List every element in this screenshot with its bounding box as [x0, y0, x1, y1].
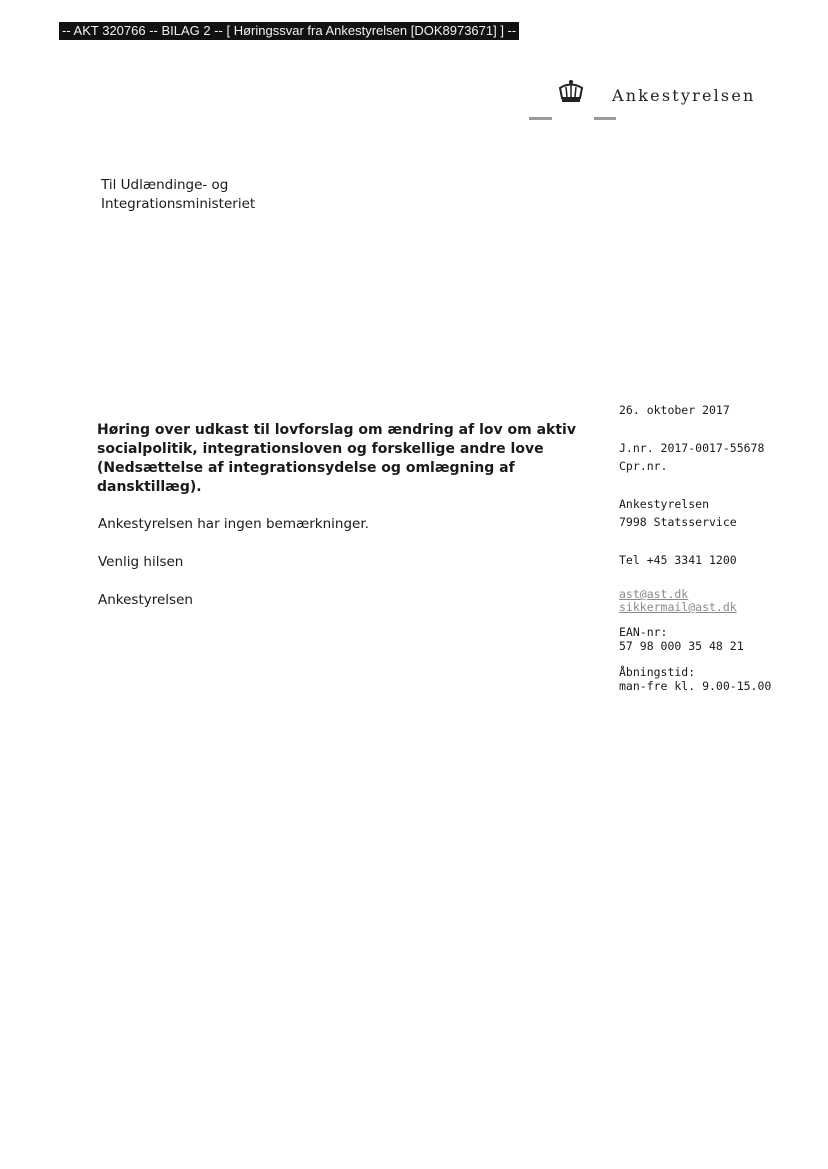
ean-value: 57 98 000 35 48 21	[619, 639, 744, 653]
ean-label: EAN-nr:	[619, 625, 668, 639]
subject-line: Høring over udkast til lovforslag om ændring af lov om aktiv	[97, 422, 576, 438]
letter-subject	[97, 421, 576, 497]
logo-wordmark: Ankestyrelsen	[612, 86, 756, 105]
subject-line: (Nedsættelse af integrationsydelse og omlægning af	[97, 460, 515, 476]
subject-line: socialpolitik, integrationsloven og forskellige andre love	[97, 441, 544, 457]
logo-bar-right	[594, 117, 616, 120]
letter-signature: Ankestyrelsen	[98, 592, 193, 608]
journal-number: J.nr. 2017-0017-55678	[619, 441, 765, 455]
sender-org: Ankestyrelsen	[619, 497, 710, 511]
opening-hours-label: Åbningstid:	[619, 665, 696, 679]
letter-body: Ankestyrelsen har ingen bemærkninger.	[98, 516, 369, 532]
crown-icon	[557, 79, 585, 105]
secure-email-link[interactable]: sikkermail@ast.dk	[619, 600, 737, 614]
document-stamp: -- AKT 320766 -- BILAG 2 -- [ Høringssvar fra Ankestyrelsen [DOK8973671] ] --	[59, 22, 519, 40]
cpr-number: Cpr.nr.	[619, 459, 668, 473]
logo-bar-left	[529, 117, 552, 120]
subject-line: dansktillæg).	[97, 479, 202, 495]
sender-phone: Tel +45 3341 1200	[619, 553, 737, 567]
sender-address: 7998 Statsservice	[619, 515, 737, 529]
opening-hours-value: man-fre kl. 9.00-15.00	[619, 679, 772, 693]
recipient-line: Til Udlændinge- og	[101, 177, 229, 193]
email-link[interactable]: ast@ast.dk	[619, 587, 689, 601]
recipient-address	[101, 176, 255, 214]
letter-closing: Venlig hilsen	[98, 554, 184, 570]
recipient-line: Integrationsministeriet	[101, 196, 256, 212]
letter-date: 26. oktober 2017	[619, 403, 730, 417]
